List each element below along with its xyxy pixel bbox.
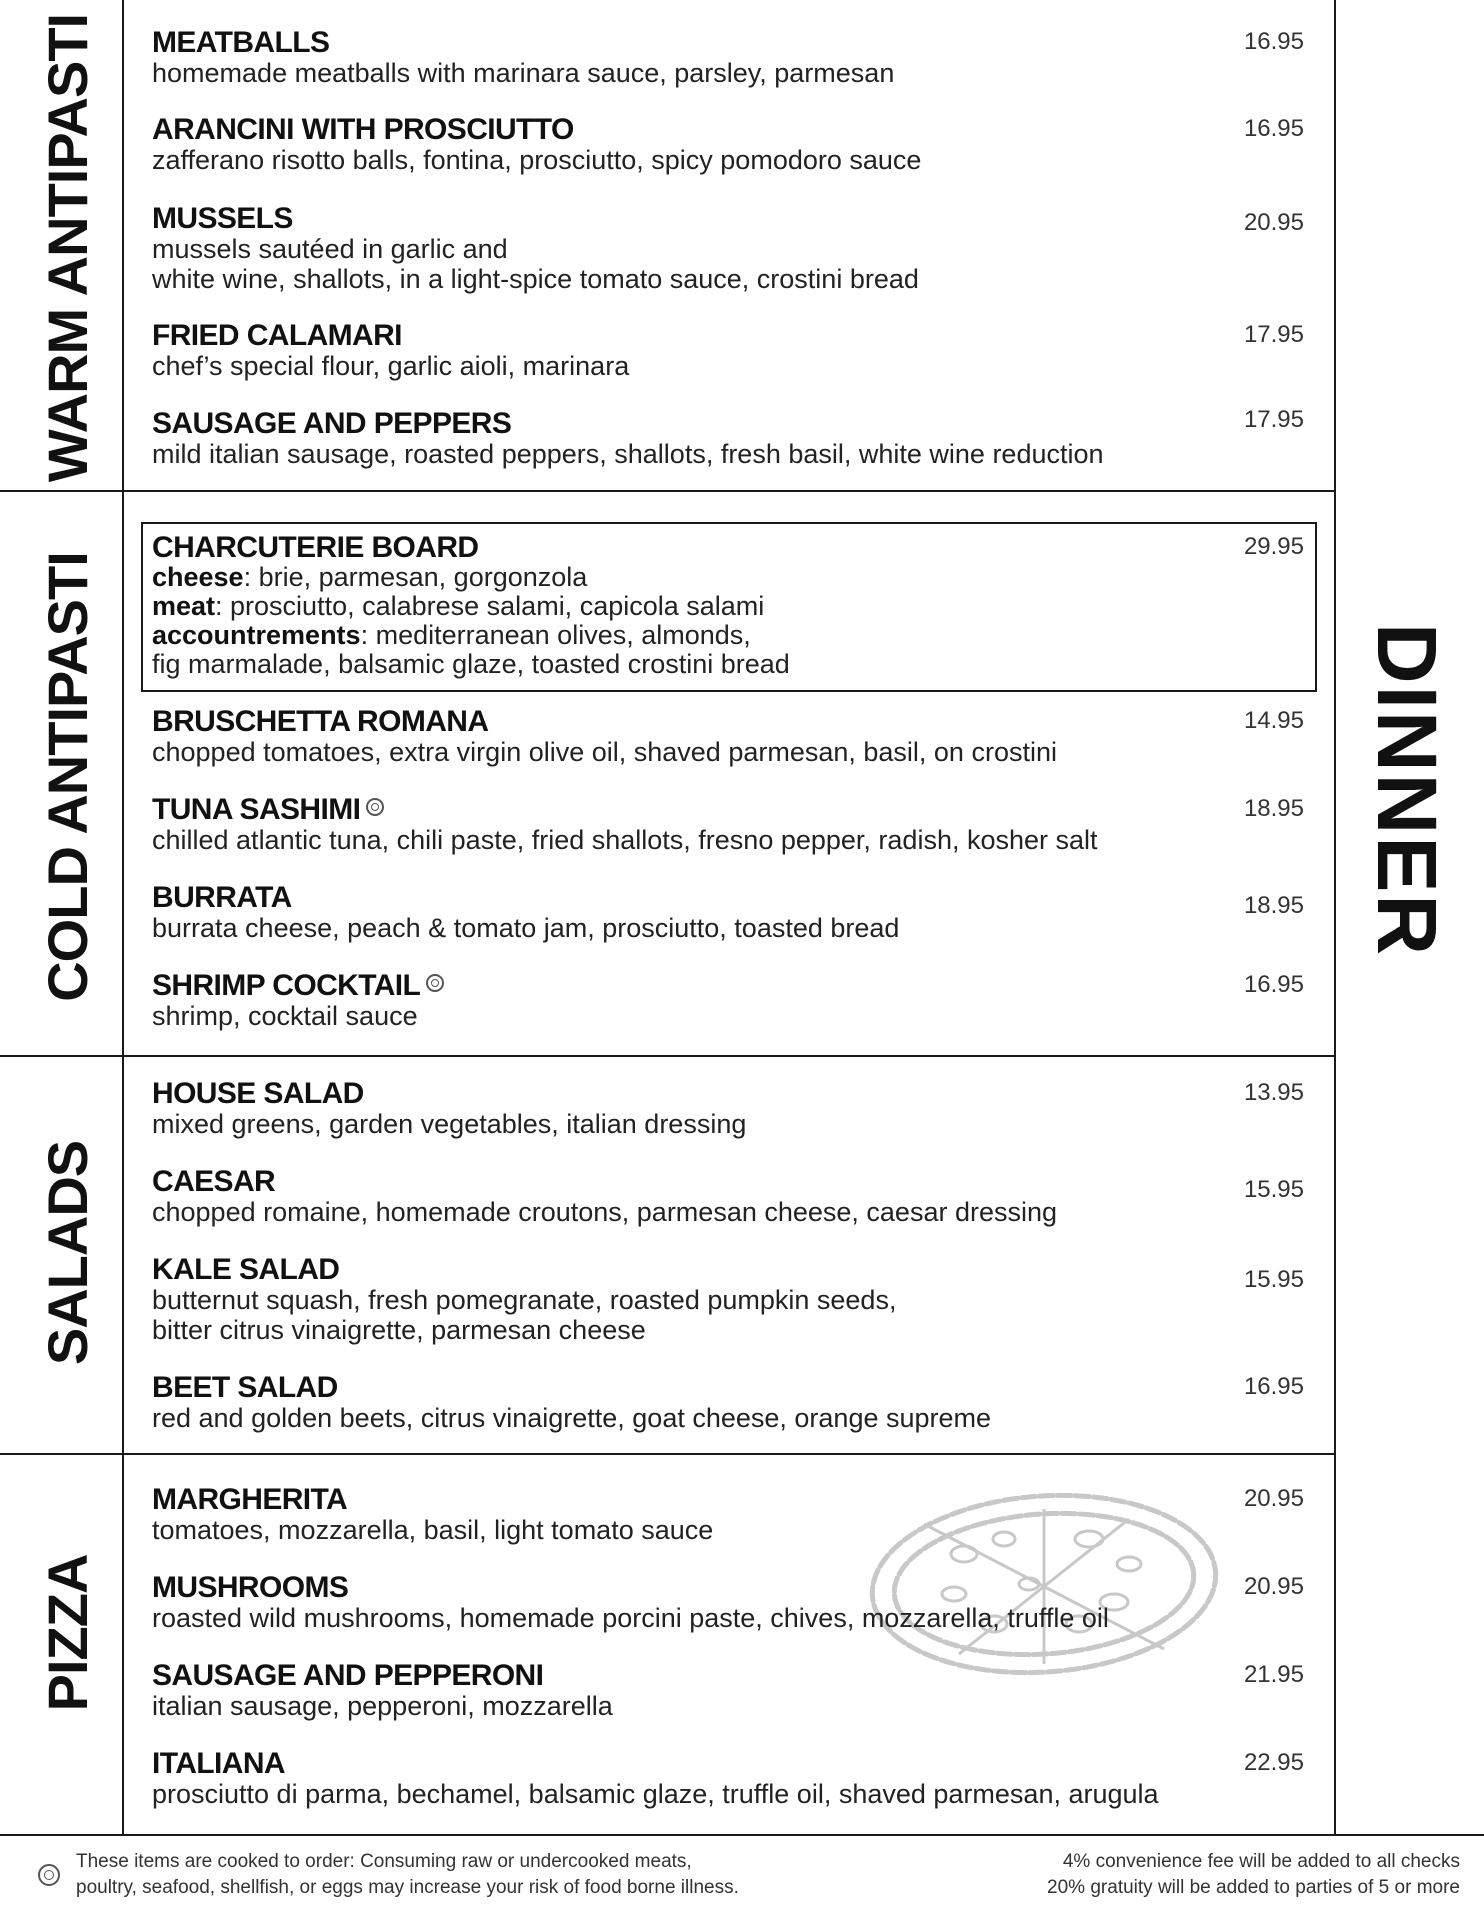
item-name: BRUSCHETTA ROMANA [152, 705, 489, 738]
item-description-line-2: bitter citrus vinaigrette, parmesan cheese [152, 1315, 646, 1345]
item-name: HOUSE SALAD [152, 1077, 364, 1110]
item-description: shrimp, cocktail sauce [152, 1001, 418, 1031]
item-description: italian sausage, pepperoni, mozzarella [152, 1691, 613, 1721]
item-description-line-2: white wine, shallots, in a light-spice tomato sauce, crostini bread [152, 264, 919, 294]
menu-item [152, 408, 1304, 469]
raw-warning-icon [426, 974, 444, 992]
footer-divider [0, 1834, 1484, 1836]
convenience-fee-notice: 4% convenience fee will be added to all checks [1062, 1851, 1460, 1872]
menu-item [152, 1572, 1304, 1633]
item-description: homemade meatballs with marinara sauce, parsley, parmesan [152, 58, 895, 88]
item-name: BURRATA [152, 881, 292, 914]
item-description: chilled atlantic tuna, chili paste, fried shallots, fresno pepper, radish, kosher salt [152, 825, 1098, 855]
section-label-warm-antipasti: WARM ANTIPASTI [36, 13, 99, 483]
item-name: KALE SALAD [152, 1253, 340, 1286]
menu-item [152, 970, 1304, 1031]
charcuterie-accoutrements-line-2: fig marmalade, balsamic glaze, toasted crostini bread [152, 649, 790, 679]
item-description: chopped romaine, homemade croutons, parmesan cheese, caesar dressing [152, 1197, 1058, 1227]
item-price: 16.95 [1243, 28, 1304, 55]
meat-list: : prosciutto, calabrese salami, capicola salami [215, 591, 765, 621]
item-description: mixed greens, garden vegetables, italian dressing [152, 1109, 747, 1139]
item-name: CAESAR [152, 1165, 276, 1198]
item-price: 20.95 [1243, 1573, 1304, 1600]
item-price: 16.95 [1243, 971, 1304, 998]
raw-food-notice-line-2: poultry, seafood, shellfish, or eggs may increase your risk of food borne illness. [76, 1877, 739, 1898]
item-price: 20.95 [1243, 209, 1304, 236]
item-name: ARANCINI WITH PROSCIUTTO [152, 113, 574, 146]
accoutrements-label: accountrements [152, 620, 361, 650]
item-description: butternut squash, fresh pomegranate, roasted pumpkin seeds, [152, 1285, 897, 1315]
item-description: tomatoes, mozzarella, basil, light tomato sauce [152, 1515, 714, 1545]
menu-item [152, 203, 1304, 294]
right-column-divider [1334, 0, 1336, 1836]
charcuterie-accoutrements-line [152, 621, 1304, 650]
item-price: 18.95 [1243, 892, 1304, 919]
menu-item [152, 1484, 1304, 1545]
section-divider-salads-pizza [0, 1453, 1336, 1455]
left-column-divider [122, 0, 124, 1836]
accoutrements-list: : mediterranean olives, almonds, [360, 620, 751, 650]
item-price: 18.95 [1243, 795, 1304, 822]
item-name: SAUSAGE AND PEPPERONI [152, 1659, 544, 1692]
item-price: 22.95 [1243, 1749, 1304, 1776]
menu-item [152, 320, 1304, 381]
menu-item [152, 1078, 1304, 1139]
charcuterie-cheese-line [152, 563, 1304, 592]
item-price: 16.95 [1243, 115, 1304, 142]
menu-item [152, 1372, 1304, 1433]
menu-item [152, 882, 1304, 943]
item-name: MUSSELS [152, 202, 293, 235]
meat-label: meat [152, 591, 216, 621]
item-description: prosciutto di parma, bechamel, balsamic glaze, truffle oil, shaved parmesan, arugula [152, 1779, 1159, 1809]
menu-item [152, 114, 1304, 175]
section-label-cold-antipasti: COLD ANTIPASTI [36, 552, 99, 1002]
menu-item [152, 1748, 1304, 1809]
section-label-pizza: PIZZA [36, 1554, 99, 1712]
section-divider-warm-cold [0, 490, 1336, 492]
item-description: chopped tomatoes, extra virgin olive oil, shaved parmesan, basil, on crostini [152, 737, 1057, 767]
menu-item [152, 794, 1304, 855]
item-price: 29.95 [1243, 533, 1304, 560]
fees-notice [1047, 1849, 1460, 1901]
menu-item [152, 27, 1304, 88]
item-price: 16.95 [1243, 1373, 1304, 1400]
item-description: mild italian sausage, roasted peppers, shallots, fresh basil, white wine reduction [152, 439, 1104, 469]
item-description: roasted wild mushrooms, homemade porcini paste, chives, mozzarella, truffle oil [152, 1603, 1109, 1633]
charcuterie-meat-line [152, 592, 1304, 621]
gratuity-notice: 20% gratuity will be added to parties of 5 or more [1047, 1877, 1460, 1898]
item-name: MARGHERITA [152, 1483, 348, 1516]
item-name: MUSHROOMS [152, 1571, 349, 1604]
item-price: 21.95 [1243, 1661, 1304, 1688]
item-name-row [152, 970, 1304, 1001]
menu-item [152, 1660, 1304, 1721]
item-price: 15.95 [1243, 1176, 1304, 1203]
cheese-list: : brie, parmesan, gorgonzola [243, 562, 588, 592]
raw-warning-icon [38, 1864, 60, 1886]
item-price: 17.95 [1243, 321, 1304, 348]
raw-food-notice-line-1: These items are cooked to order: Consuming raw or undercooked meats, [76, 1851, 692, 1872]
item-name: ITALIANA [152, 1747, 285, 1780]
item-description: chef’s special flour, garlic aioli, marinara [152, 351, 630, 381]
item-price: 15.95 [1243, 1266, 1304, 1293]
item-price: 17.95 [1243, 406, 1304, 433]
item-name: SHRIMP COCKTAIL [152, 969, 421, 1002]
menu-item [152, 706, 1304, 767]
item-description: mussels sautéed in garlic and [152, 234, 508, 264]
section-label-salads: SALADS [36, 1140, 99, 1366]
item-name: FRIED CALAMARI [152, 319, 402, 352]
item-price: 20.95 [1243, 1485, 1304, 1512]
item-price: 14.95 [1243, 707, 1304, 734]
item-description: red and golden beets, citrus vinaigrette, goat cheese, orange supreme [152, 1403, 992, 1433]
menu-item [152, 1166, 1304, 1227]
item-description: zafferano risotto balls, fontina, prosciutto, spicy pomodoro sauce [152, 145, 922, 175]
menu-item [152, 1254, 1304, 1345]
raw-warning-icon [366, 798, 384, 816]
item-price: 13.95 [1243, 1079, 1304, 1106]
item-name: TUNA SASHIMI [152, 793, 361, 826]
cheese-label: cheese [152, 562, 244, 592]
item-name: MEATBALLS [152, 26, 330, 59]
raw-food-notice [76, 1849, 739, 1901]
featured-menu-item [152, 532, 1304, 679]
item-name: SAUSAGE AND PEPPERS [152, 407, 512, 440]
item-name: BEET SALAD [152, 1371, 338, 1404]
item-description: burrata cheese, peach & tomato jam, prosciutto, toasted bread [152, 913, 900, 943]
item-name: CHARCUTERIE BOARD [152, 531, 479, 564]
section-divider-cold-salads [0, 1055, 1336, 1057]
menu-title: DINNER [1360, 622, 1454, 958]
item-name-row [152, 794, 1304, 825]
